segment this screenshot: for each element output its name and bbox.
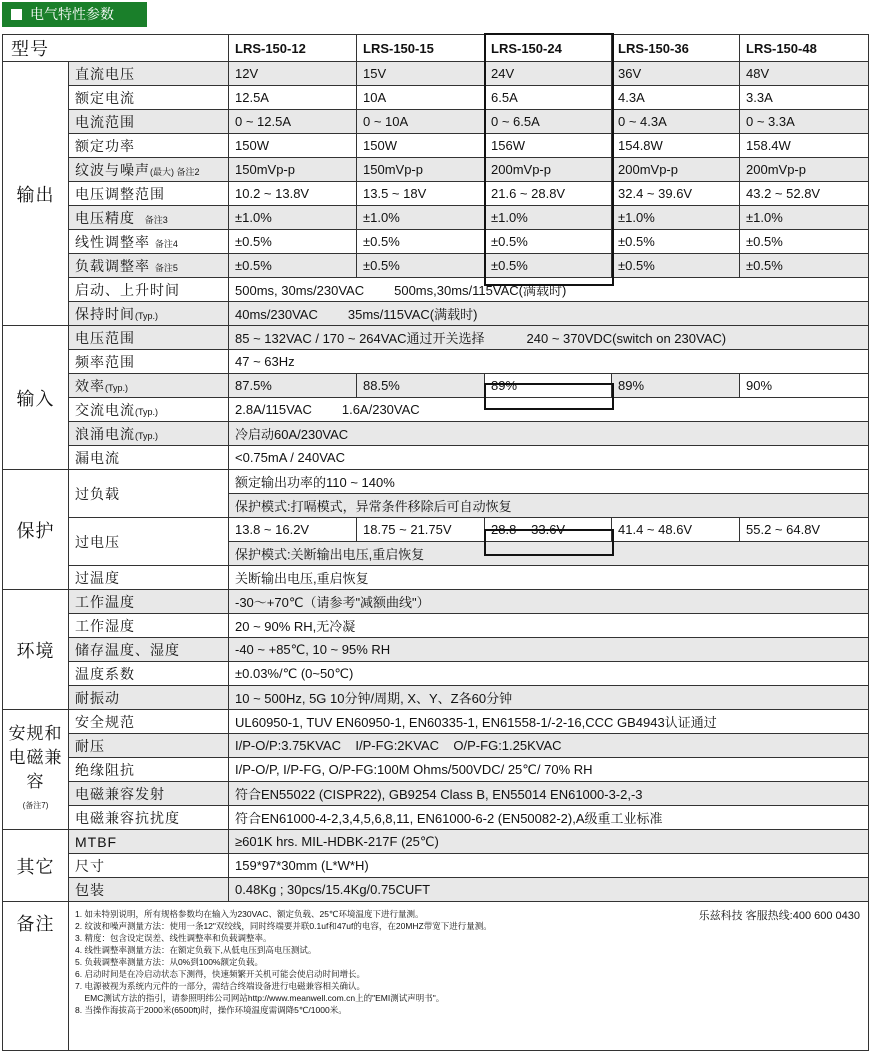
value-cell: 21.6 ~ 28.8V <box>485 182 612 206</box>
row-label: 储存温度、湿度 <box>69 638 229 662</box>
row-label: 过负载 <box>69 470 229 518</box>
category-notes: 备注 <box>3 902 69 1051</box>
value-cell: 20 ~ 90% RH,无冷凝 <box>229 614 869 638</box>
value-cell: 154.8W <box>612 134 740 158</box>
note-item: 3. 精度：包含设定误差、线性调整率和负载调整率。 <box>75 933 272 943</box>
value-cell: ±0.5% <box>357 230 485 254</box>
value-cell: 0 ~ 6.5A <box>485 110 612 134</box>
note-item: 7. 电源被视为系统内元件的一部分，需结合终端设备进行电磁兼容相关确认。 <box>75 981 365 991</box>
value-cell: 43.2 ~ 52.8V <box>740 182 869 206</box>
value-cell: 保护模式:关断输出电压,重启恢复 <box>229 542 869 566</box>
spec-row <box>3 686 869 710</box>
value-cell: 48V <box>740 62 869 86</box>
value-cell: 150W <box>357 134 485 158</box>
value-cell: 12.5A <box>229 86 357 110</box>
row-label: 过电压 <box>69 518 229 566</box>
value-cell: 6.5A <box>485 86 612 110</box>
value-cell: 0 ~ 3.3A <box>740 110 869 134</box>
spec-row <box>3 710 869 734</box>
row-label: 纹波与噪声(最大) 备注2 <box>69 158 229 182</box>
value-cell: 89% <box>612 374 740 398</box>
row-label: 尺寸 <box>69 854 229 878</box>
value-cell: I/P-O/P, I/P-FG, O/P-FG:100M Ohms/500VDC/ 25℃/ 70% RH <box>229 758 869 782</box>
value-cell: 88.5% <box>357 374 485 398</box>
spec-row <box>3 782 869 806</box>
model-name: LRS-150-36 <box>612 35 740 62</box>
spec-row <box>3 854 869 878</box>
value-cell: 32.4 ~ 39.6V <box>612 182 740 206</box>
note-item: 4. 线性调整率测量方法：在额定负载下,从低电压到高电压测试。 <box>75 945 317 955</box>
row-label: 安全规范 <box>69 710 229 734</box>
spec-row <box>3 278 869 302</box>
value-cell: 24V <box>485 62 612 86</box>
value-cell: 0.48Kg ; 30pcs/15.4Kg/0.75CUFT <box>229 878 869 902</box>
value-cell: 36V <box>612 62 740 86</box>
spec-row <box>3 734 869 758</box>
model-row <box>3 35 869 62</box>
row-label: 温度系数 <box>69 662 229 686</box>
value-cell: 符合EN55022 (CISPR22), GB9254 Class B, EN55014 EN61000-3-2,-3 <box>229 782 869 806</box>
value-cell: ±0.5% <box>612 254 740 278</box>
value-cell: 10 ~ 500Hz, 5G 10分钟/周期, X、Y、Z各60分钟 <box>229 686 869 710</box>
category-others: 其它 <box>3 830 69 902</box>
spec-row <box>3 830 869 854</box>
value-cell: 156W <box>485 134 612 158</box>
value-cell: UL60950-1, TUV EN60950-1, EN60335-1, EN61558-1/-2-16,CCC GB4943认证通过 <box>229 710 869 734</box>
note-item: EMC测试方法的指引，请参照明纬公司网站http://www.meanwell.com.cn上的"EMI测试声明书"。 <box>75 993 445 1003</box>
notes-row <box>3 902 869 1051</box>
value-cell: 200mVp-p <box>612 158 740 182</box>
value-cell: ±0.5% <box>485 254 612 278</box>
value-cell: 47 ~ 63Hz <box>229 350 869 374</box>
value-cell: 200mVp-p <box>740 158 869 182</box>
spec-row <box>3 254 869 278</box>
spec-row <box>3 158 869 182</box>
spec-row <box>3 398 869 422</box>
value-cell: ±0.03%/℃ (0~50℃) <box>229 662 869 686</box>
value-cell: ±1.0% <box>229 206 357 230</box>
note-item: 5. 负载调整率测量方法：从0%到100%额定负载。 <box>75 957 263 967</box>
value-cell: ≥601K hrs. MIL-HDBK-217F (25℃) <box>229 830 869 854</box>
row-label: 漏电流 <box>69 446 229 470</box>
value-cell: 28.8 ~ 33.6V <box>485 518 612 542</box>
spec-row <box>3 566 869 590</box>
spec-row <box>3 62 869 86</box>
value-cell: 12V <box>229 62 357 86</box>
row-label: 线性调整率 备注4 <box>69 230 229 254</box>
spec-row <box>3 374 869 398</box>
category-input: 输入 <box>3 326 69 470</box>
value-cell: ±0.5% <box>357 254 485 278</box>
row-label: 额定电流 <box>69 86 229 110</box>
row-label: 启动、上升时间 <box>69 278 229 302</box>
row-label: 包装 <box>69 878 229 902</box>
note-item: 2. 纹波和噪声测量方法：使用一条12"双绞线，同时终端要并联0.1uf和47uf的电容，在20MHZ带宽下进行量测。 <box>75 921 492 931</box>
value-cell: ±0.5% <box>740 254 869 278</box>
value-cell: 0 ~ 12.5A <box>229 110 357 134</box>
row-label: 绝缘阻抗 <box>69 758 229 782</box>
row-label: 浪涌电流(Typ.) <box>69 422 229 446</box>
value-cell: ±0.5% <box>485 230 612 254</box>
row-label: 交流电流(Typ.) <box>69 398 229 422</box>
row-label: 电流范围 <box>69 110 229 134</box>
category-safety: 安规和电磁兼容 (备注7) <box>3 710 69 830</box>
value-cell: 13.5 ~ 18V <box>357 182 485 206</box>
value-cell: ±1.0% <box>357 206 485 230</box>
spec-row <box>3 182 869 206</box>
spec-row <box>3 758 869 782</box>
value-cell: 85 ~ 132VAC / 170 ~ 264VAC通过开关选择 240 ~ 370VDC(switch on 230VAC) <box>229 326 869 350</box>
value-cell: 10.2 ~ 13.8V <box>229 182 357 206</box>
model-name: LRS-150-12 <box>229 35 357 62</box>
value-cell: ±1.0% <box>485 206 612 230</box>
spec-row <box>3 110 869 134</box>
section-title: 电气特性参数 <box>30 6 114 22</box>
value-cell: 4.3A <box>612 86 740 110</box>
spec-row <box>3 446 869 470</box>
value-cell: 89% <box>485 374 612 398</box>
model-name: LRS-150-15 <box>357 35 485 62</box>
value-cell: 150mVp-p <box>229 158 357 182</box>
spec-row <box>3 134 869 158</box>
value-cell: 55.2 ~ 64.8V <box>740 518 869 542</box>
value-cell: 保护模式:打嗝模式，异常条件移除后可自动恢复 <box>229 494 869 518</box>
value-cell: 40ms/230VAC 35ms/115VAC(满载时) <box>229 302 869 326</box>
value-cell: 200mVp-p <box>485 158 612 182</box>
value-cell: ±0.5% <box>612 230 740 254</box>
value-cell: 2.8A/115VAC 1.6A/230VAC <box>229 398 869 422</box>
note-item: 1. 如未特别说明，所有规格参数均在输入为230VAC、额定负载、25℃环境温度下进行量测。 <box>75 909 424 919</box>
value-cell: -40 ~ +85℃, 10 ~ 95% RH <box>229 638 869 662</box>
row-label: 电磁兼容发射 <box>69 782 229 806</box>
row-label: 额定功率 <box>69 134 229 158</box>
notes-cell <box>69 902 869 1051</box>
value-cell: 159*97*30mm (L*W*H) <box>229 854 869 878</box>
value-cell: 150mVp-p <box>357 158 485 182</box>
row-label: 电压精度 备注3 <box>69 206 229 230</box>
row-label: 电磁兼容抗扰度 <box>69 806 229 830</box>
value-cell: 41.4 ~ 48.6V <box>612 518 740 542</box>
spec-row <box>3 326 869 350</box>
value-cell: 额定输出功率的110 ~ 140% <box>229 470 869 494</box>
model-name: LRS-150-24 <box>485 35 612 62</box>
value-cell: <0.75mA / 240VAC <box>229 446 869 470</box>
spec-row <box>3 590 869 614</box>
row-label: 直流电压 <box>69 62 229 86</box>
hotline-text: 乐兹科技 客服热线:400 600 0430 <box>698 910 860 922</box>
model-name: LRS-150-48 <box>740 35 869 62</box>
category-output: 输出 <box>3 62 69 326</box>
spec-row <box>3 878 869 902</box>
value-cell: 冷启动60A/230VAC <box>229 422 869 446</box>
row-label: 电压范围 <box>69 326 229 350</box>
spec-row <box>3 350 869 374</box>
square-icon <box>11 9 22 20</box>
row-label: MTBF <box>69 830 229 854</box>
note-item: 6. 启动时间是在冷启动状态下测得，快速频繁开关机可能会使启动时间增长。 <box>75 969 365 979</box>
value-cell: ±0.5% <box>740 230 869 254</box>
category-environment: 环境 <box>3 590 69 710</box>
value-cell: 符合EN61000-4-2,3,4,5,6,8,11, EN61000-6-2 (EN50082-2),A级重工业标准 <box>229 806 869 830</box>
value-cell: I/P-O/P:3.75KVAC I/P-FG:2KVAC O/P-FG:1.25KVAC <box>229 734 869 758</box>
value-cell: 90% <box>740 374 869 398</box>
row-label: 过温度 <box>69 566 229 590</box>
notes-list <box>75 902 868 1016</box>
row-label: 效率(Typ.) <box>69 374 229 398</box>
row-label: 耐压 <box>69 734 229 758</box>
spec-row <box>3 638 869 662</box>
spec-row <box>3 614 869 638</box>
section-header <box>2 2 147 27</box>
value-cell: 500ms, 30ms/230VAC 500ms,30ms/115VAC(满载时) <box>229 278 869 302</box>
value-cell: ±0.5% <box>229 254 357 278</box>
value-cell: 0 ~ 4.3A <box>612 110 740 134</box>
spec-row <box>3 302 869 326</box>
value-cell: 3.3A <box>740 86 869 110</box>
spec-row <box>3 518 869 542</box>
value-cell: 10A <box>357 86 485 110</box>
value-cell: 0 ~ 10A <box>357 110 485 134</box>
spec-row <box>3 806 869 830</box>
row-label: 负载调整率 备注5 <box>69 254 229 278</box>
value-cell: 13.8 ~ 16.2V <box>229 518 357 542</box>
value-cell: -30～+70℃（请参考"减额曲线"） <box>229 590 869 614</box>
row-label: 工作湿度 <box>69 614 229 638</box>
value-cell: ±1.0% <box>612 206 740 230</box>
value-cell: ±0.5% <box>229 230 357 254</box>
row-label: 电压调整范围 <box>69 182 229 206</box>
spec-row <box>3 86 869 110</box>
row-label: 耐振动 <box>69 686 229 710</box>
row-label: 保持时间(Typ.) <box>69 302 229 326</box>
note-item: 8. 当操作海拔高于2000米(6500ft)时，操作环境温度需调降5℃/1000米。 <box>75 1005 347 1015</box>
spec-table <box>2 34 869 1051</box>
row-label: 工作温度 <box>69 590 229 614</box>
value-cell: ±1.0% <box>740 206 869 230</box>
value-cell: 150W <box>229 134 357 158</box>
value-cell: 158.4W <box>740 134 869 158</box>
spec-row <box>3 422 869 446</box>
value-cell: 15V <box>357 62 485 86</box>
spec-row <box>3 662 869 686</box>
spec-row <box>3 206 869 230</box>
value-cell: 87.5% <box>229 374 357 398</box>
category-protection: 保护 <box>3 470 69 590</box>
value-cell: 关断输出电压,重启恢复 <box>229 566 869 590</box>
model-label: 型号 <box>3 35 229 62</box>
spec-row <box>3 470 869 494</box>
spec-row <box>3 230 869 254</box>
value-cell: 18.75 ~ 21.75V <box>357 518 485 542</box>
row-label: 频率范围 <box>69 350 229 374</box>
